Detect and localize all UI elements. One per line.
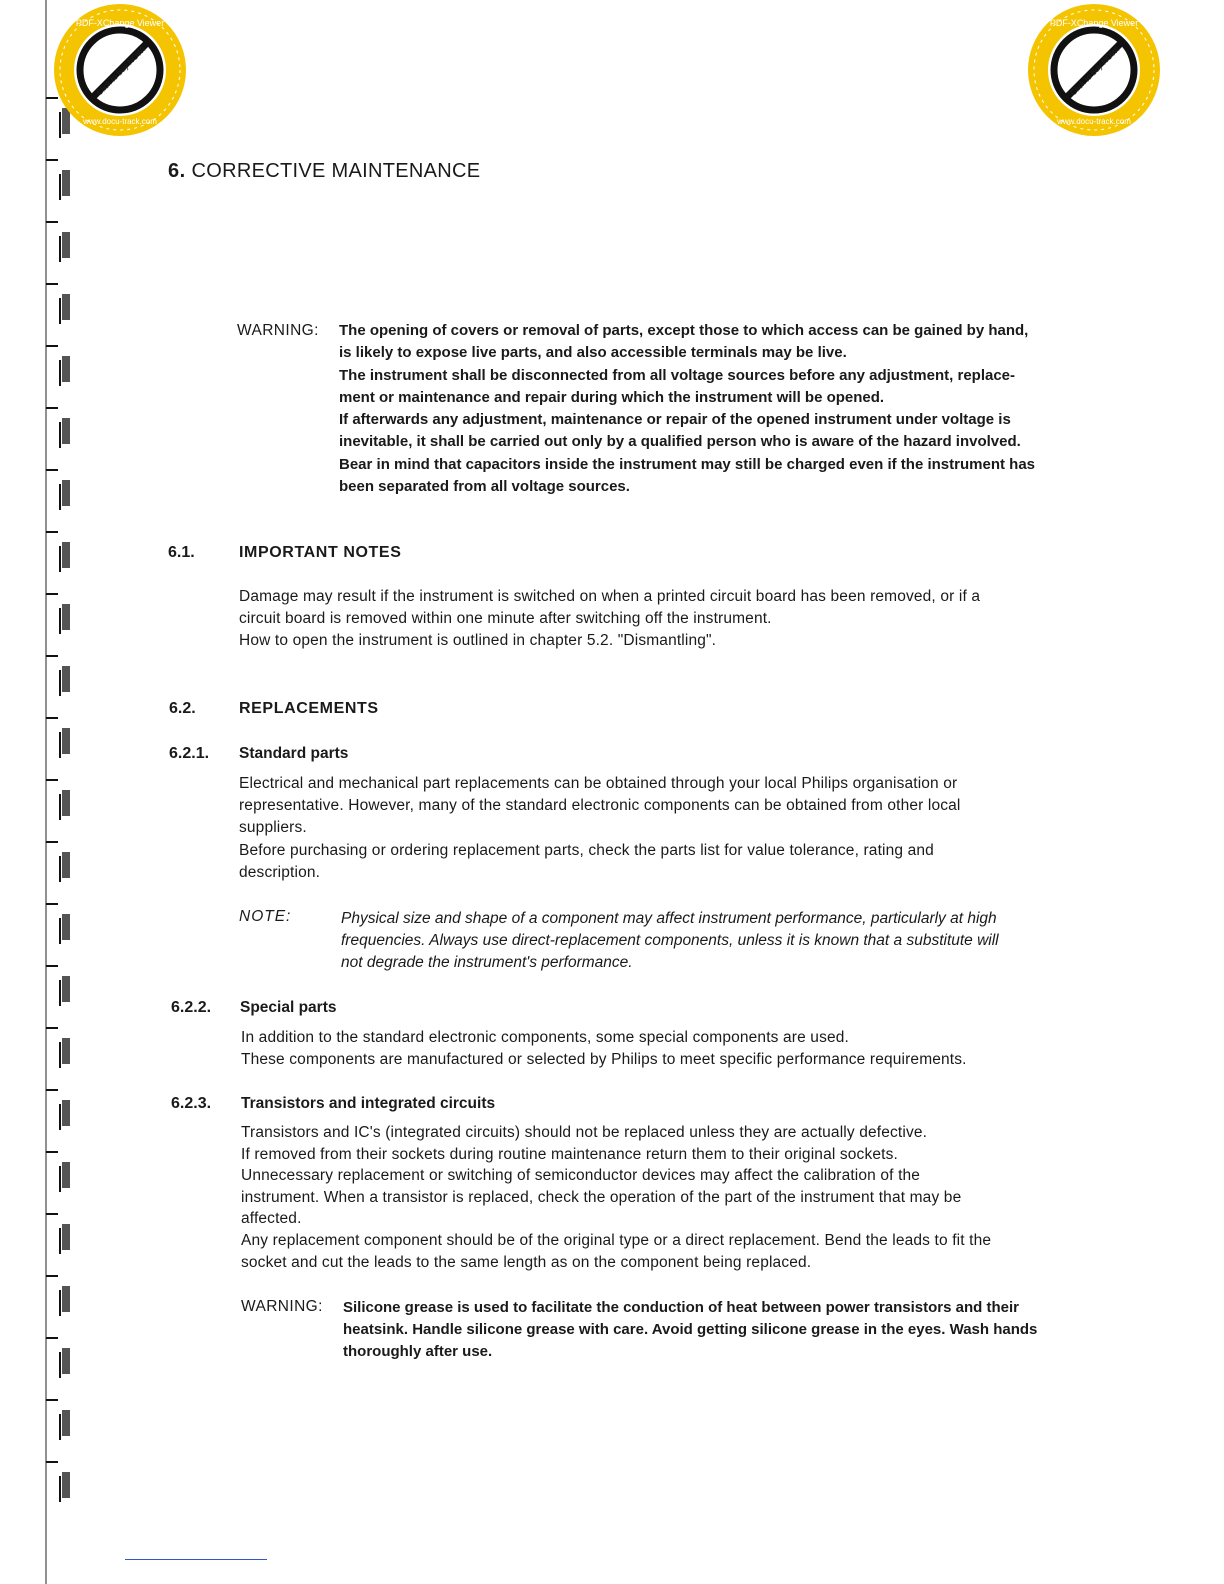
badge-text-top: PDF-XChange Viewer <box>75 18 165 28</box>
badge-text-middle: Click to buy NOW! <box>94 44 148 98</box>
binding-hole <box>62 294 70 320</box>
binding-ring <box>46 160 60 200</box>
note-label: NOTE: <box>239 908 292 925</box>
chapter-title <box>168 160 480 183</box>
binding-hole <box>62 418 70 444</box>
binding-hole <box>62 1038 70 1064</box>
body-line: Electrical and mechanical part replacements can be obtained through your local Philips organisation or <box>239 775 958 792</box>
binding-ring <box>46 408 60 448</box>
warning-line: is likely to expose live parts, and also accessible terminals may be live. <box>339 344 847 362</box>
badge-text-middle: Click to buy NOW! <box>1068 44 1122 98</box>
warning-label: WARNING: <box>237 322 319 339</box>
binding-hole <box>62 1286 70 1312</box>
note-line: not degrade the instrument's performance. <box>341 954 633 972</box>
body-line: Before purchasing or ordering replacement parts, check the parts list for value tolerance, rating and <box>239 841 934 859</box>
binding-hole <box>62 666 70 692</box>
warning-line: Bear in mind that capacitors inside the instrument may still be charged even if the instrument has <box>339 455 1035 473</box>
body-line: suppliers. <box>239 819 307 837</box>
binding-ring <box>46 904 60 944</box>
chapter-title-text: CORRECTIVE MAINTENANCE <box>191 160 481 182</box>
pdf-xchange-badge-right[interactable] <box>1024 0 1164 140</box>
body-line: description. <box>239 863 321 881</box>
body-line: How to open the instrument is outlined in chapter 5.2. "Dismantling". <box>239 632 717 650</box>
warning-label: WARNING: <box>241 1298 323 1315</box>
body-line: Unnecessary replacement or switching of semiconductor devices may affect the calibration of the <box>241 1167 921 1185</box>
warning-line: ment or maintenance and repair during which the instrument will be opened. <box>339 388 885 406</box>
binding-ring <box>46 222 60 262</box>
subsection-body <box>241 1122 1101 1273</box>
binding-hole <box>62 1100 70 1126</box>
binding-ring <box>46 532 60 572</box>
warning-line: thoroughly after use. <box>343 1342 493 1360</box>
subsection-number: 6.2.1. <box>169 745 210 762</box>
binding-hole <box>62 542 70 568</box>
warning-line: inevitable, it shall be carried out only by a qualified person who is aware of the hazard involved. <box>339 433 1021 451</box>
subsection-heading: Standard parts <box>239 745 349 762</box>
warning-line: The instrument shall be disconnected from all voltage sources before any adjustment, replace- <box>339 366 1016 384</box>
body-line: These components are manufactured or selected by Philips to meet specific performance requirements. <box>241 1051 967 1069</box>
section-heading: REPLACEMENTS <box>239 700 379 717</box>
binding-hole <box>62 976 70 1002</box>
binding-hole <box>62 1348 70 1374</box>
binding-ring <box>46 1090 60 1130</box>
warning-text <box>343 1297 1103 1362</box>
note-line: Physical size and shape of a component may affect instrument performance, particularly at high <box>341 910 997 927</box>
binding-ring <box>46 1152 60 1192</box>
warning-line: If afterwards any adjustment, maintenance or repair of the opened instrument under voltage is <box>339 411 1011 429</box>
binding-hole <box>62 790 70 816</box>
body-line: socket and cut the leads to the same length as on the component being replaced. <box>241 1253 812 1271</box>
badge-text-top: PDF-XChange Viewer <box>1049 18 1139 28</box>
binding-ring <box>46 1276 60 1316</box>
binding-hole <box>62 728 70 754</box>
body-line: If removed from their sockets during routine maintenance return them to their original sockets. <box>241 1145 898 1163</box>
section-heading: IMPORTANT NOTES <box>239 544 402 561</box>
body-line: Any replacement component should be of the original type or a direct replacement. Bend the leads to fit the <box>241 1231 992 1249</box>
body-line: instrument. When a transistor is replaced, check the operation of the part of the instrument that may be <box>241 1188 962 1206</box>
warning-line: heatsink. Handle silicone grease with care. Avoid getting silicone grease in the eyes. Wash hands <box>343 1320 1038 1338</box>
binding-ring <box>46 1400 60 1440</box>
binding-ring <box>46 346 60 386</box>
warning-text <box>339 320 1099 498</box>
binding-ring <box>46 1462 60 1502</box>
subsection-number: 6.2.2. <box>171 999 212 1016</box>
chapter-number: 6. <box>168 160 186 182</box>
body-line: In addition to the standard electronic components, some special components are used. <box>241 1029 849 1046</box>
note-text <box>341 908 1101 975</box>
section-number: 6.2. <box>169 700 196 717</box>
body-line: representative. However, many of the standard electronic components can be obtained from other local <box>239 797 961 815</box>
note-line: frequencies. Always use direct-replacement components, unless it is known that a substitute will <box>341 932 999 950</box>
binding-hole <box>62 480 70 506</box>
body-line: affected. <box>241 1210 302 1228</box>
badge-text-bottom: www.docu-track.com <box>1057 117 1131 126</box>
badge-text-bottom: www.docu-track.com <box>83 117 157 126</box>
pdf-xchange-badge-left[interactable] <box>50 0 190 140</box>
binding-hole <box>62 1472 70 1498</box>
binding-ring <box>46 966 60 1006</box>
subsection-body <box>241 1027 1101 1071</box>
body-line: Transistors and IC's (integrated circuits) should not be replaced unless they are actually defective. <box>241 1124 928 1141</box>
binding-hole <box>62 1410 70 1436</box>
binding-ring <box>46 656 60 696</box>
binding-ring <box>46 1214 60 1254</box>
binding-hole <box>62 1224 70 1250</box>
binding-hole <box>62 1162 70 1188</box>
subsection-number: 6.2.3. <box>171 1095 212 1112</box>
binding-ring <box>46 1338 60 1378</box>
binding-hole <box>62 914 70 940</box>
binding-hole <box>62 852 70 878</box>
binding-hole <box>62 170 70 196</box>
binding-hole <box>62 604 70 630</box>
spiral-binding <box>38 0 80 1584</box>
subsection-heading: Special parts <box>240 999 337 1016</box>
subsection-heading: Transistors and integrated circuits <box>241 1095 496 1112</box>
binding-ring <box>46 594 60 634</box>
section-number: 6.1. <box>168 544 195 561</box>
binding-ring <box>46 470 60 510</box>
body-line: circuit board is removed within one minute after switching off the instrument. <box>239 610 772 628</box>
binding-ring <box>46 780 60 820</box>
binding-ring <box>46 718 60 758</box>
binding-hole <box>62 356 70 382</box>
footer-rule <box>125 1559 267 1560</box>
section-body <box>239 586 1099 653</box>
binding-hole <box>62 232 70 258</box>
binding-ring <box>46 842 60 882</box>
binding-ring <box>46 284 60 324</box>
body-line: Damage may result if the instrument is switched on when a printed circuit board has been removed, or if a <box>239 588 981 605</box>
binding-ring <box>46 1028 60 1068</box>
warning-line: The opening of covers or removal of parts, except those to which access can be gained by hand, <box>339 322 1029 339</box>
warning-line: been separated from all voltage sources. <box>339 478 630 496</box>
subsection-body <box>239 773 1099 884</box>
warning-line: Silicone grease is used to facilitate the conduction of heat between power transistors and their <box>343 1299 1019 1316</box>
